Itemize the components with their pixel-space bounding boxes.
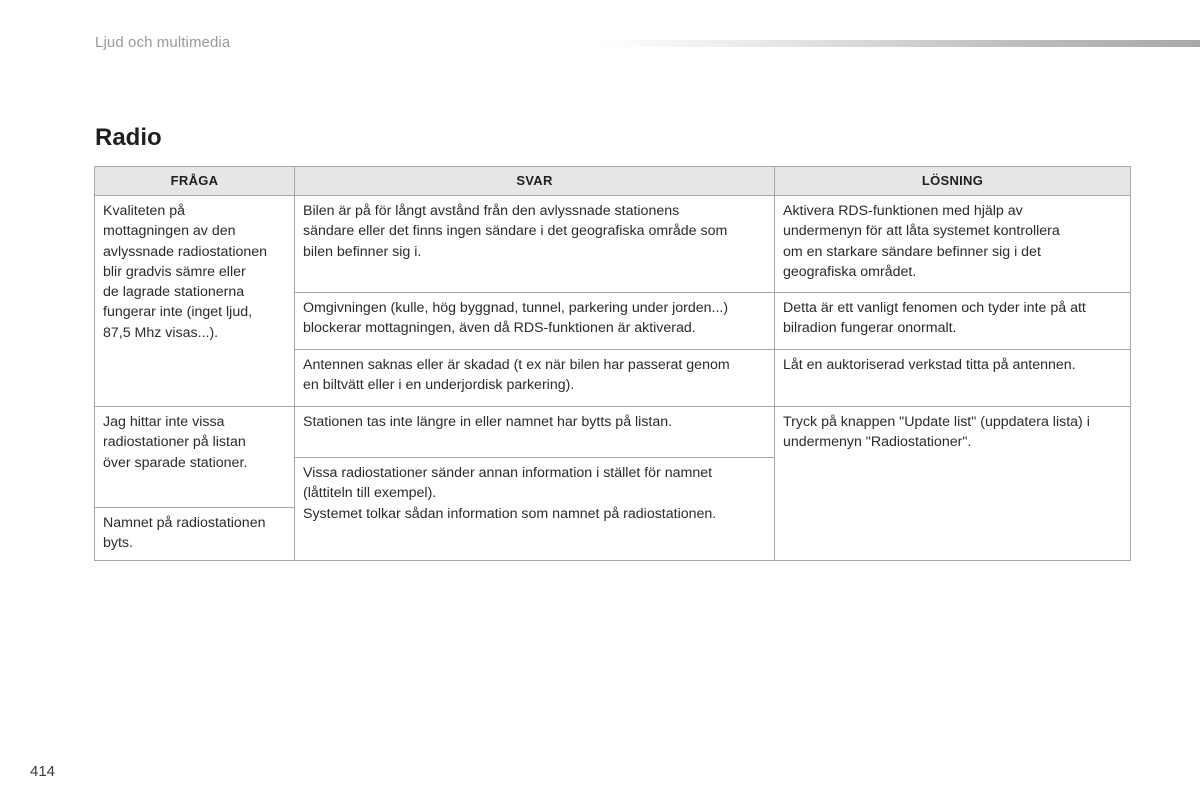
table-header-row: [95, 167, 1131, 196]
column-header-solution: LÖSNING: [775, 167, 1131, 196]
header-decorative-bar: [600, 40, 1200, 47]
column-header-answer: SVAR: [295, 167, 775, 196]
solution-cell: Aktivera RDS-funktionen med hjälp av undermenyn för att låta systemet kontrollera om en starkare sändare befinner sig i det geografiska området.: [775, 196, 1131, 293]
table-row: [95, 196, 1131, 293]
solution-cell: Tryck på knappen "Update list" (uppdatera lista) i undermenyn "Radiostationer".: [775, 407, 1131, 561]
question-cell: Namnet på radiostationen byts.: [95, 508, 295, 561]
answer-cell: Omgivningen (kulle, hög byggnad, tunnel, parkering under jorden...) blockerar mottagningen, även då RDS-funktionen är aktiverad.: [295, 293, 775, 350]
solution-cell: Detta är ett vanligt fenomen och tyder inte på att bilradion fungerar onormalt.: [775, 293, 1131, 350]
section-header: Ljud och multimedia: [95, 34, 231, 51]
troubleshooting-table: [94, 166, 1131, 561]
answer-cell: Stationen tas inte längre in eller namnet har bytts på listan.: [295, 407, 775, 458]
page-title: Radio: [95, 124, 162, 151]
page-number: 414: [30, 763, 56, 780]
question-cell: Jag hittar inte vissa radiostationer på listan över sparade stationer.: [95, 407, 295, 508]
table-row: [95, 407, 1131, 458]
answer-cell: Vissa radiostationer sänder annan information i stället för namnet (låttiteln till exempel). Systemet tolkar sådan information som namnet på radiostationen.: [295, 458, 775, 561]
question-cell: Kvaliteten på mottagningen av den avlyssnade radiostationen blir gradvis sämre eller de lagrade stationerna fungerar inte (inget ljud, 87,5 Mhz visas...).: [95, 196, 295, 407]
solution-cell: Låt en auktoriserad verkstad titta på antennen.: [775, 350, 1131, 407]
answer-cell: Bilen är på för långt avstånd från den avlyssnade stationens sändare eller det finns ingen sändare i det geografiska område som bilen befinner sig i.: [295, 196, 775, 293]
answer-cell: Antennen saknas eller är skadad (t ex när bilen har passerat genom en biltvätt eller i en underjordisk parkering).: [295, 350, 775, 407]
column-header-question: FRÅGA: [95, 167, 295, 196]
